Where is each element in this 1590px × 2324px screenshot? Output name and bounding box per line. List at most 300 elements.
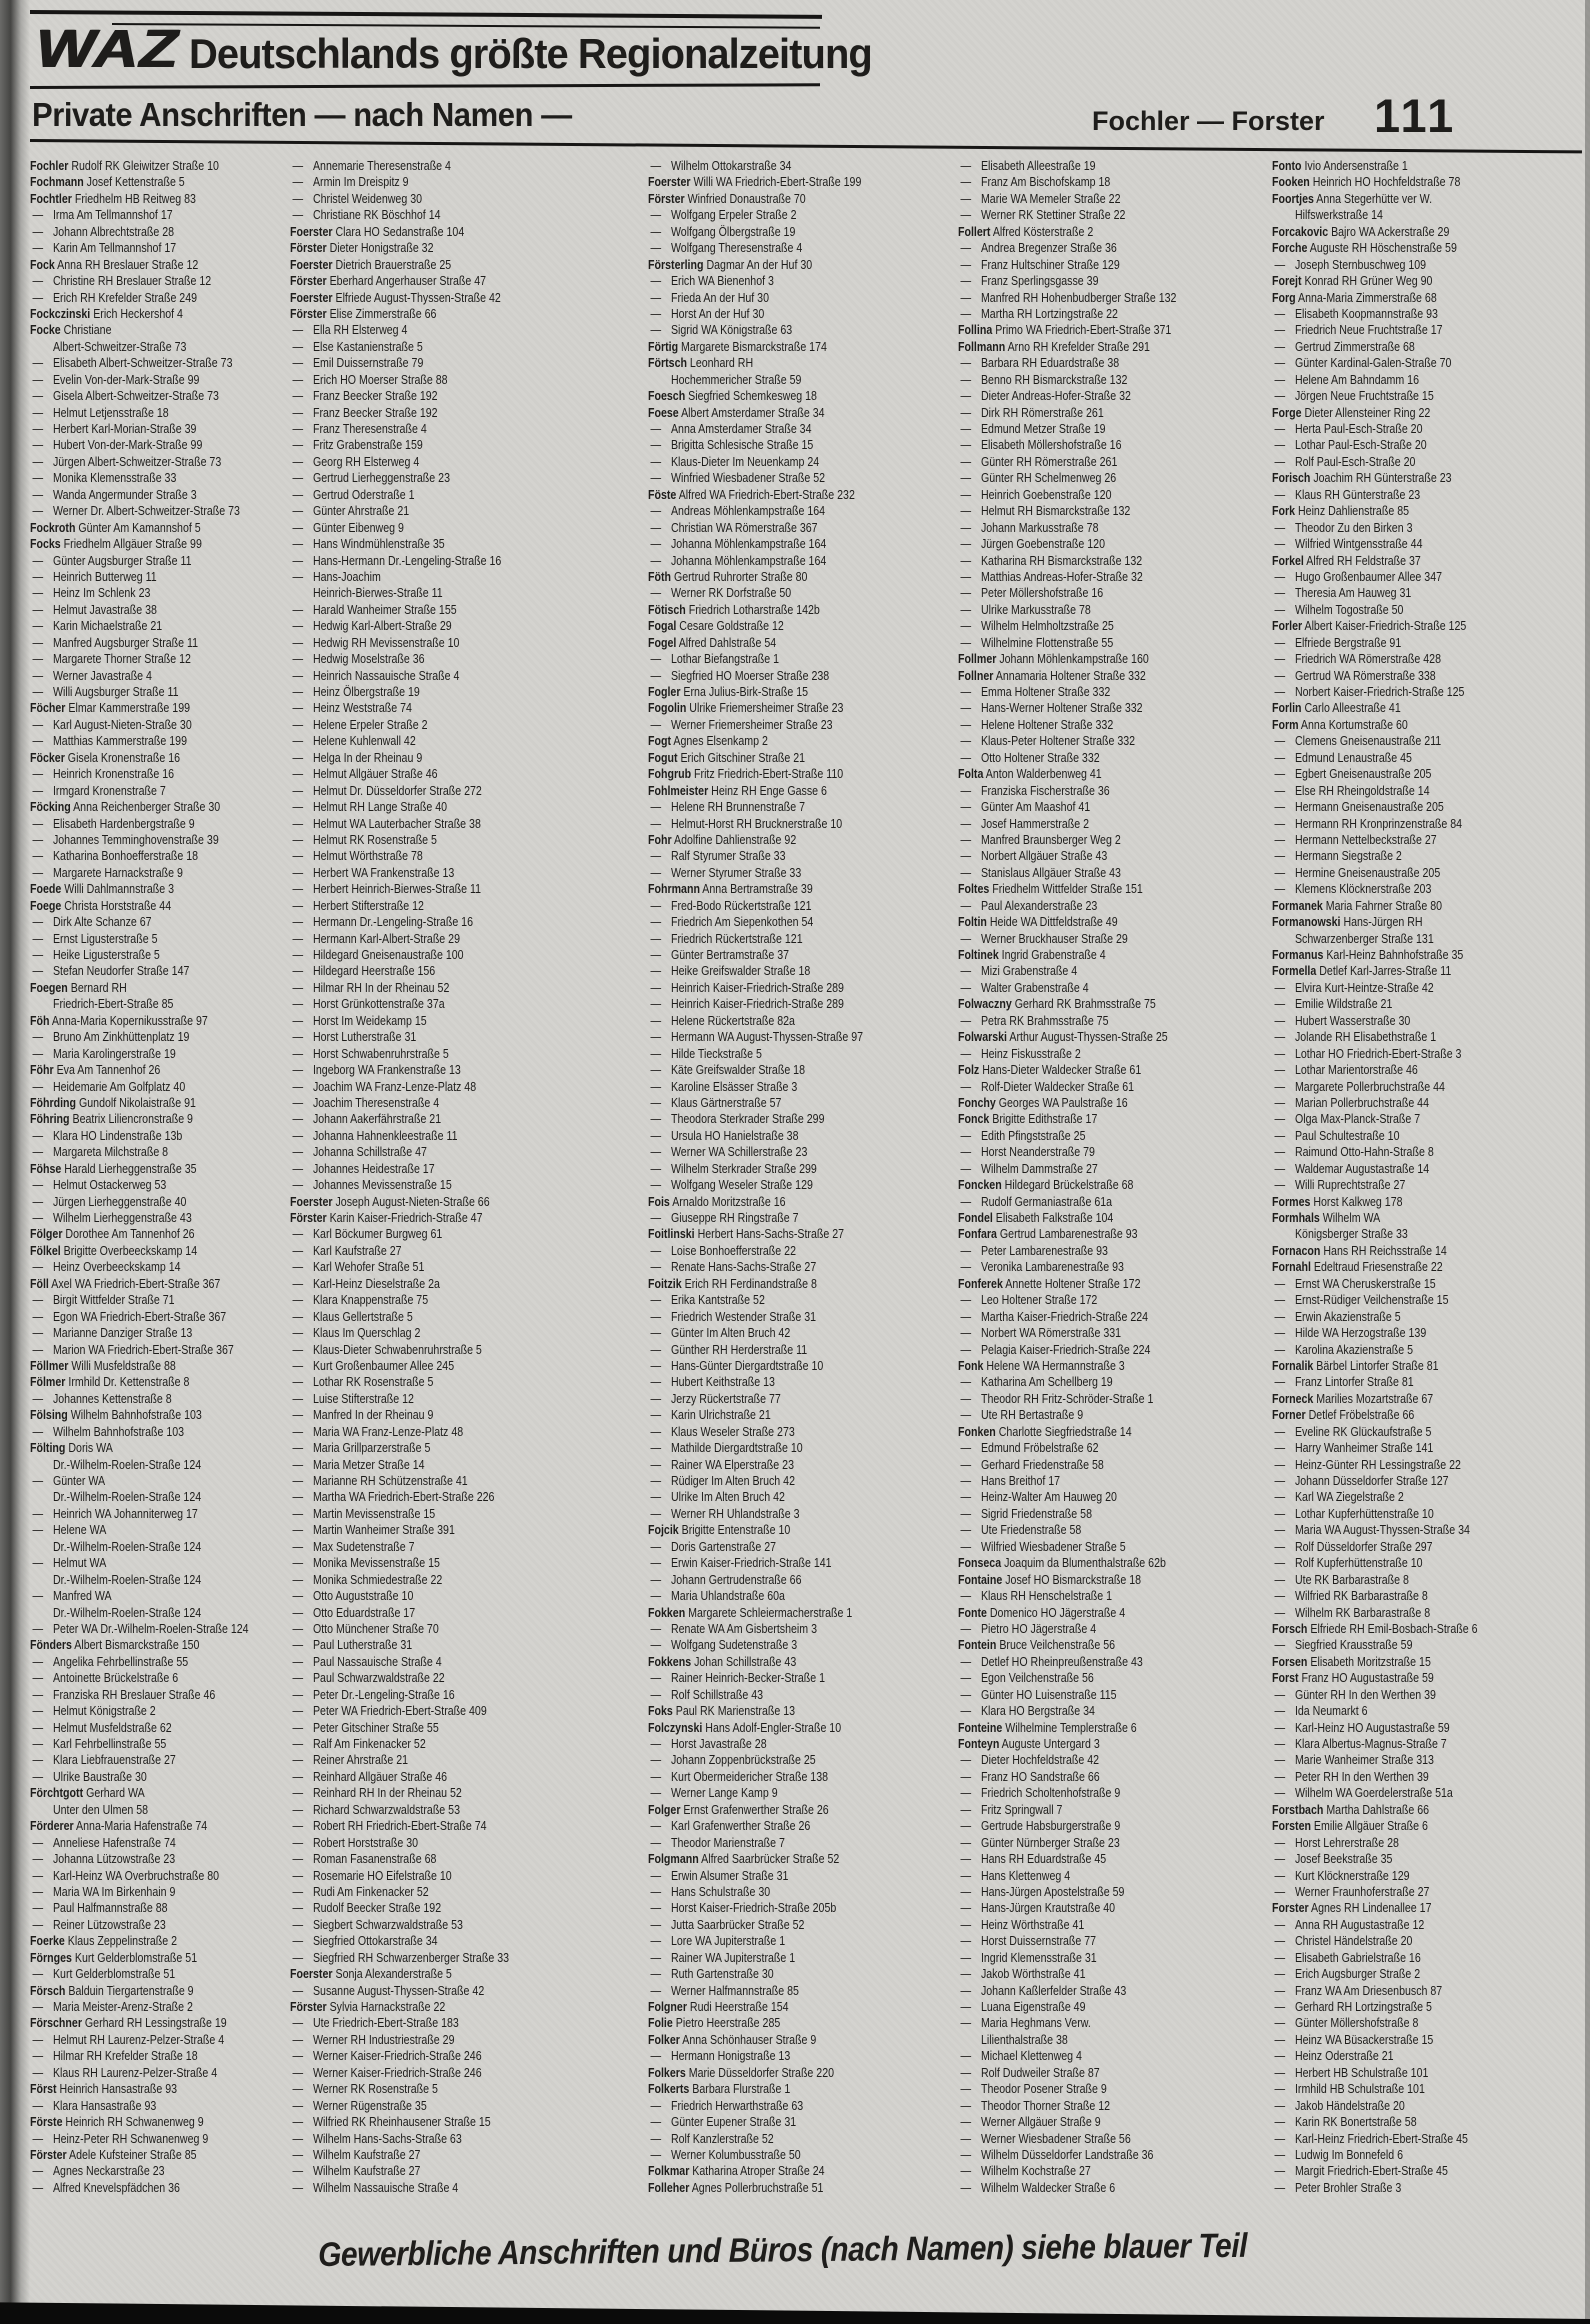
directory-entry [290,832,579,848]
ditto-dash-icon: — [650,2131,662,2146]
directory-entry [30,503,319,519]
directory-entry [30,585,319,601]
entry-text: Theodor Marienstraße 7 [670,1835,785,1850]
directory-entry [1272,1177,1561,1193]
ditto-dash-icon: — [650,1835,662,1850]
directory-entry [958,2015,1247,2031]
entry-text: Joachim Theresenstraße 4 [312,1095,440,1110]
directory-entry [290,684,579,700]
ditto-dash-icon: — [960,1309,972,1324]
entry-text: Günter Möllershofstraße 8 [1294,2016,1419,2031]
directory-entry [30,963,319,979]
directory-entry [648,1161,937,1177]
entry-text: Christiane RK Böschhof 14 [312,208,441,223]
directory-entry: Dr.-Wilhelm-Roelen-Straße 124 [52,1539,202,1554]
ditto-dash-icon: — [650,717,662,732]
ditto-dash-icon: — [32,1835,44,1850]
entry-text: Clemens Gneisenaustraße 211 [1294,734,1442,749]
ditto-dash-icon: — [960,356,972,371]
ditto-dash-icon: — [292,569,304,584]
entry-text: Winfried Wiesbadener Straße 52 [670,471,826,486]
ditto-dash-icon: — [650,586,662,601]
entry-text: Johanna Schillstraße 47 [312,1145,427,1160]
directory-entry [1272,1769,1561,1785]
ditto-dash-icon: — [650,1621,662,1636]
entry-surname: Fonchy [958,1095,996,1110]
entry-text: Helmut RK Rosenstraße 5 [312,832,437,847]
entry-text: Maria Metzer Straße 14 [312,1457,425,1472]
entry-surname: Fogel [648,635,677,650]
entry-surname: Foks [648,1704,673,1719]
entry-text: Christel Händelstraße 20 [1294,1934,1413,1949]
directory-entry [648,914,937,930]
directory-entry [1272,1292,1561,1308]
entry-text: Stefan Neudorfer Straße 147 [52,964,190,979]
directory-entry [958,174,1247,190]
entry-text: Franz Am Bischofskamp 18 [980,175,1111,190]
ditto-dash-icon: — [1274,1326,1286,1341]
ditto-dash-icon: — [1274,2147,1286,2162]
directory-entry: Förster Winfried Donaustraße 70 [648,191,806,206]
entry-text: Erwin Akazienstraße 5 [1294,1309,1401,1324]
page-range: Fochler — Forster [1092,106,1325,136]
directory-entry [1272,1013,1561,1029]
ditto-dash-icon: — [650,274,662,289]
directory-entry [290,1489,579,1505]
directory-entry [30,717,319,733]
entry-text: Marion WA Friedrich-Ebert-Straße 367 [52,1342,234,1357]
entry-text: Reinhard Allgäuer Straße 46 [312,1769,448,1784]
entry-text: Heinrich Kaiser-Friedrich-Straße 289 [670,980,844,995]
entry-text: Margareta Milchstraße 8 [52,1145,169,1160]
ditto-dash-icon: — [32,1967,44,1982]
entry-text: Paul Nassauische Straße 4 [312,1654,442,1669]
directory-entry: Formhals Wilhelm WA [1272,1211,1381,1225]
directory-entry [290,1605,579,1621]
entry-surname: Folie [648,2016,673,2031]
entry-text: Johann Düsseldorfer Straße 127 [1294,1474,1449,1488]
ditto-dash-icon: — [960,405,972,420]
entry-text: Werner Kolumbusstraße 50 [670,2147,801,2162]
entry-text: Marie WA Memeler Straße 22 [980,191,1121,206]
entry-surname: Förster [290,2000,327,2014]
directory-entry: Foltin Heide WA Dittfeldstraße 49 [958,915,1118,930]
directory-entry [290,503,579,519]
ditto-dash-icon: — [292,816,304,831]
directory-entry: Foerke Klaus Zeppelinstraße 2 [30,1934,178,1949]
ditto-dash-icon: — [292,1243,304,1258]
directory-entry: Folkmar Katharina Atroper Straße 24 [648,2164,825,2179]
entry-text: Elisabeth Albert-Schweitzer-Straße 73 [52,356,233,371]
entry-text: Reiner Ahrstraße 21 [312,1753,409,1768]
entry-text: Sigrid Friedenstraße 58 [980,1506,1092,1521]
entry-text: Heinrich Butterweg 11 [52,569,157,584]
ditto-dash-icon: — [650,323,662,338]
ditto-dash-icon: — [650,1917,662,1932]
entry-text: Karl Wehofer Straße 51 [312,1260,425,1275]
directory-entry: Fock Anna RH Breslauer Straße 12 [30,257,199,272]
entry-text: Herbert WA Frankenstraße 13 [312,865,455,880]
entry-text: Peter Gitschiner Straße 55 [312,1720,439,1735]
entry-text: Hedwig Moselstraße 36 [312,652,425,667]
directory-entry [290,1095,579,1111]
entry-text: Horst An der Huf 30 [670,306,765,321]
ditto-dash-icon: — [292,997,304,1012]
ditto-dash-icon: — [1274,2065,1286,2080]
ditto-dash-icon: — [32,2180,44,2195]
entry-text: Frieda An der Huf 30 [670,290,770,305]
entry-surname: Fojcik [648,1523,679,1538]
directory-entry: Follina Primo WA Friedrich-Ebert-Straße 371 [958,323,1172,338]
ditto-dash-icon: — [292,1046,304,1061]
entry-text: Helene RH Brunnenstraße 7 [670,800,806,815]
entry-text: Johanna Möhlenkampstraße 164 [670,553,827,568]
ditto-dash-icon: — [1274,980,1286,995]
entry-surname: Fohlmeister [648,783,709,798]
directory-entry: Forstbach Martha Dahlstraße 66 [1272,1802,1430,1817]
entry-surname: Foltin [958,915,987,930]
ditto-dash-icon: — [32,290,44,305]
entry-text: Karl Grafenwerther Straße 26 [670,1819,811,1834]
directory-entry [290,618,579,634]
directory-entry [1272,783,1561,799]
entry-text: Jürgen Albert-Schweitzer-Straße 73 [52,454,222,469]
directory-entry [648,1489,937,1505]
ditto-dash-icon: — [650,1539,662,1554]
directory-entry [648,2098,937,2114]
ditto-dash-icon: — [650,553,662,568]
ditto-dash-icon: — [32,438,44,453]
directory-entry [958,503,1247,519]
directory-entry [1272,1572,1561,1588]
entry-surname: Fochtler [30,191,72,206]
entry-text: Martha WA Friedrich-Ebert-Straße 226 [312,1490,495,1505]
entry-text: Fritz Springwall 7 [980,1802,1063,1817]
entry-text: Rolf Paul-Esch-Straße 20 [1294,454,1416,469]
directory-entry [30,405,319,421]
entry-text: Christel Weidenweg 30 [312,191,423,206]
ditto-dash-icon: — [1274,767,1286,782]
directory-entry: Föcking Anna Reichenberger Straße 30 [30,800,221,815]
ditto-dash-icon: — [32,931,44,946]
ditto-dash-icon: — [292,1589,304,1604]
ditto-dash-icon: — [650,537,662,552]
entry-surname: Förster [290,1211,327,1225]
entry-text: Ingeborg WA Frankenstraße 13 [312,1063,461,1078]
entry-text: Hilmar RH Krefelder Straße 18 [52,2049,198,2064]
entry-text: Werner Javastraße 4 [52,668,152,683]
entry-text: Helmut Javastraße 38 [52,602,157,617]
directory-entry [30,1079,319,1095]
directory-entry [290,700,579,716]
entry-text: Irmhild HB Schulstraße 101 [1294,2082,1425,2097]
entry-text: Lothar RK Rosenstraße 5 [312,1375,434,1390]
entry-text: Werner Kaiser-Friedrich-Straße 246 [312,2049,482,2064]
ditto-dash-icon: — [650,1358,662,1373]
ditto-dash-icon: — [1274,1424,1286,1439]
ditto-dash-icon: — [960,1079,972,1094]
entry-text: Rainer Heinrich-Becker-Straße 1 [670,1671,826,1686]
ditto-dash-icon: — [32,1260,44,1275]
ditto-dash-icon: — [1274,1638,1286,1653]
entry-text: Wilhelm Hans-Sachs-Straße 63 [312,2131,462,2146]
ditto-dash-icon: — [1274,2082,1286,2097]
entry-text: Lore WA Jupiterstraße 1 [670,1934,786,1949]
entry-text: Josef Hammerstraße 2 [980,816,1090,831]
directory-entry [1272,306,1561,322]
scan-edge-right [1585,0,1590,2324]
directory-entry [958,1457,1247,1473]
directory-entry: Förster Karin Kaiser-Friedrich-Straße 47 [290,1211,483,1225]
entry-text: Wilhelmine Flottenstraße 55 [980,635,1114,650]
entry-surname: Formanek [1272,898,1323,913]
ditto-dash-icon: — [650,1161,662,1176]
directory-entry [290,339,579,355]
directory-entry [648,848,937,864]
directory-entry [30,1884,319,1900]
entry-text: Richard Schwarzwaldstraße 53 [312,1802,460,1817]
entry-surname: Forejt [1272,274,1302,289]
ditto-dash-icon: — [650,1967,662,1982]
entry-text: Karl Kaufstraße 27 [312,1243,402,1258]
ditto-dash-icon: — [32,224,44,239]
entry-text: Karin RK Bonertstraße 58 [1294,2115,1417,2130]
ditto-dash-icon: — [960,1243,972,1258]
entry-text: Martha Kaiser-Friedrich-Straße 224 [980,1309,1149,1324]
directory-entry [30,207,319,223]
ditto-dash-icon: — [32,241,44,256]
ditto-dash-icon: — [650,1753,662,1768]
directory-entry [30,1621,319,1637]
ditto-dash-icon: — [292,1063,304,1078]
directory-entry [958,1703,1247,1719]
directory-entry [290,1868,579,1884]
ditto-dash-icon: — [32,964,44,979]
ditto-dash-icon: — [650,1243,662,1258]
directory-entry [1272,569,1561,585]
ditto-dash-icon: — [292,323,304,338]
ditto-dash-icon: — [292,602,304,617]
ditto-dash-icon: — [292,1490,304,1505]
directory-entry [290,470,579,486]
directory-entry [958,355,1247,371]
directory-entry [1272,865,1561,881]
directory-entry [958,1391,1247,1407]
directory-entry [648,1259,937,1275]
directory-entry: Foltes Friedhelm Wittfelder Straße 151 [958,882,1143,897]
directory-entry: Fork Heinz Dahlienstraße 85 [1272,504,1410,519]
ditto-dash-icon: — [1274,2000,1286,2014]
directory-entry [290,783,579,799]
ditto-dash-icon: — [32,915,44,930]
directory-entry [1272,635,1561,651]
ditto-dash-icon: — [292,1030,304,1045]
ditto-dash-icon: — [1274,1753,1286,1768]
ditto-dash-icon: — [960,274,972,289]
directory-entry [290,1785,579,1801]
ditto-dash-icon: — [1274,1786,1286,1801]
entry-text: Klara Albertus-Magnus-Straße 7 [1294,1737,1447,1751]
ditto-dash-icon: — [32,1737,44,1751]
ditto-dash-icon: — [292,1950,304,1965]
directory-entry [1272,1506,1561,1522]
ditto-dash-icon: — [650,1934,662,1949]
entry-text: Günter RH Schelmenweg 26 [980,471,1117,486]
directory-entry [30,766,319,782]
entry-surname: Formes [1272,1194,1311,1209]
directory-entry [1272,339,1561,355]
entry-text: Ida Neumarkt 6 [1294,1704,1368,1719]
ditto-dash-icon: — [32,685,44,699]
directory-entry [30,668,319,684]
ditto-dash-icon: — [32,1753,44,1768]
directory-entry [648,898,937,914]
entry-text: Günter Im Alten Bruch 42 [670,1326,791,1341]
ditto-dash-icon: — [1274,1145,1286,1160]
entry-text: Johanna Hahnenkleestraße 11 [312,1128,458,1143]
entry-text: Helmut WA Lauterbacher Straße 38 [312,816,481,831]
directory-entry [958,470,1247,486]
directory-entry [290,388,579,404]
entry-text: Klaus Weseler Straße 273 [670,1424,795,1439]
directory-entry [30,1473,319,1489]
ditto-dash-icon: — [650,849,662,864]
directory-entry [1272,1276,1561,1292]
ditto-dash-icon: — [32,1309,44,1324]
entry-text: Armin Im Dreispitz 9 [312,175,409,190]
entry-text: Petra RK Brahmsstraße 75 [980,1013,1109,1028]
ditto-dash-icon: — [292,1605,304,1620]
ditto-dash-icon: — [32,1342,44,1357]
ditto-dash-icon: — [292,191,304,206]
entry-text: Klemens Klöcknerstraße 203 [1294,882,1432,897]
directory-entry [30,2048,319,2064]
entry-surname: Foncken [958,1178,1002,1193]
entry-text: Susanne August-Thyssen-Straße 42 [312,1983,485,1998]
entry-text: Werner Styrumer Straße 33 [670,865,802,880]
entry-surname: Focke [30,323,61,338]
entry-text: Emilie Wildstraße 21 [1294,997,1393,1012]
ditto-dash-icon: — [292,487,304,502]
entry-surname: Föth [648,569,672,584]
directory-entry [290,1752,579,1768]
entry-text: Kurt Obermeidericher Straße 138 [670,1769,829,1784]
entry-text: Karl-Heinz HO Augustastraße 59 [1294,1720,1450,1735]
ditto-dash-icon: — [32,849,44,864]
ditto-dash-icon: — [1274,750,1286,765]
ditto-dash-icon: — [1274,1490,1286,1505]
directory-entry [30,355,319,371]
ditto-dash-icon: — [32,389,44,404]
entry-surname: Forg [1272,290,1296,305]
ditto-dash-icon: — [650,1309,662,1324]
ditto-dash-icon: — [292,652,304,667]
ditto-dash-icon: — [960,1654,972,1669]
directory-entry: Fonck Brigitte Edithstraße 17 [958,1112,1098,1127]
entry-surname: Först [30,2082,57,2097]
entry-text: Loise Bonhoefferstraße 22 [670,1243,796,1258]
directory-entry [958,1539,1247,1555]
entry-surname: Fogt [648,734,672,749]
directory-entry [290,1391,579,1407]
ditto-dash-icon: — [292,175,304,190]
directory-entry [648,290,937,306]
ditto-dash-icon: — [1274,1309,1286,1324]
ditto-dash-icon: — [1274,454,1286,469]
ditto-dash-icon: — [650,1737,662,1751]
entry-text: Jakob Händelstraße 20 [1294,2098,1405,2113]
entry-text: Wilhelm Kaufstraße 27 [312,2147,421,2162]
entry-surname: Folkers [648,2065,686,2080]
directory-entry [958,684,1247,700]
entry-text: Heinrich Nassauische Straße 4 [312,668,460,683]
directory-entry [958,733,1247,749]
entry-text: Erich WA Bienenhof 3 [670,274,774,289]
ditto-dash-icon: — [650,1030,662,1045]
ditto-dash-icon: — [32,1293,44,1308]
directory-entry [30,635,319,651]
directory-entry [290,1309,579,1325]
entry-text: Wanda Angermunder Straße 3 [52,487,197,502]
directory-entry [958,1194,1247,1210]
directory-entry [648,1095,937,1111]
directory-entry: Foerster Dietrich Brauerstraße 25 [290,257,452,272]
directory-entry: Forsten Emilie Allgäuer Straße 6 [1272,1819,1428,1834]
ditto-dash-icon: — [960,520,972,535]
entry-text: Edmund Metzer Straße 19 [980,422,1106,436]
directory-entry: Föhring Beatrix Liliencronstraße 9 [30,1112,193,1127]
entry-text: Veronika Lambarenestraße 93 [980,1260,1124,1275]
ditto-dash-icon: — [650,1638,662,1653]
directory-entry [958,1670,1247,1686]
entry-text: Margarete Harnackstraße 9 [52,865,183,880]
ditto-dash-icon: — [960,2065,972,2080]
directory-entry [958,2098,1247,2114]
entry-text: Helmut Allgäuer Straße 46 [312,767,438,782]
directory-entry [290,1029,579,1045]
directory-entry [30,1687,319,1703]
entry-text: Wolfgang Erpeler Straße 2 [670,208,797,223]
ditto-dash-icon: — [960,1934,972,1949]
entry-text: Horst Im Weidekamp 15 [312,1013,427,1028]
entry-text: Franz Hultschiner Straße 129 [980,257,1120,272]
entry-text: Helmut Ostackerweg 53 [52,1178,167,1193]
entry-text: Theodor Thorner Straße 12 [980,2098,1111,2113]
entry-text: Renate Hans-Sachs-Straße 27 [670,1260,817,1275]
directory-entry [30,1424,319,1440]
ditto-dash-icon: — [650,1211,662,1225]
entry-text: Otto Auguststraße 10 [312,1589,414,1604]
directory-entry: Follmer Johann Möhlenkampstraße 160 [958,652,1149,667]
directory-entry: Fochler Rudolf RK Gleiwitzer Straße 10 [30,159,219,173]
entry-surname: Förschner [30,2016,82,2031]
entry-text: Günter Nürnberger Straße 23 [980,1835,1120,1850]
ditto-dash-icon: — [960,1194,972,1209]
directory-entry [958,1950,1247,1966]
entry-text: Olga Max-Planck-Straße 7 [1294,1112,1421,1127]
entry-text: Walter Grabenstraße 4 [980,980,1089,995]
entry-text: Hans-Jürgen Krautstraße 40 [980,1901,1116,1916]
entry-text: Wilhelm RK Barbarastraße 8 [1294,1605,1431,1620]
directory-entry [1272,1473,1561,1489]
entry-surname: Föhring [30,1112,70,1127]
entry-surname: Foede [30,882,62,897]
directory-entry: Formanek Maria Fahrner Straße 80 [1272,898,1443,913]
entry-text: Wilfried RK Barbarastraße 8 [1294,1589,1428,1604]
entry-text: Helene WA [52,1523,107,1538]
directory-entry [290,2147,579,2163]
directory-entry [648,1900,937,1916]
